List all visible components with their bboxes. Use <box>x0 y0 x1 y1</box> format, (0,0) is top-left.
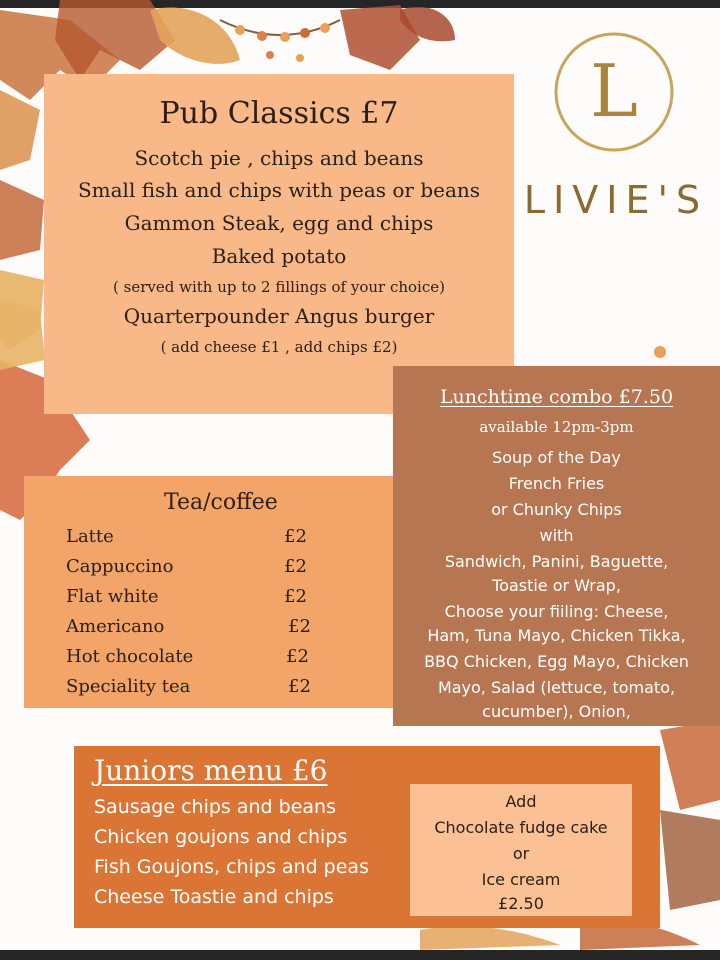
combo-line: Sandwich, Panini, Baguette, <box>444 552 669 571</box>
drink-price: £2 <box>284 586 307 607</box>
drink-price: £2 <box>284 556 307 577</box>
dessert-line: Ice cream <box>481 870 561 889</box>
drink-price: £2 <box>288 676 311 697</box>
drink-price: £2 <box>288 616 311 637</box>
livies-logo <box>512 22 720 222</box>
combo-line: with <box>539 526 574 545</box>
drink-name: Hot chocolate <box>66 646 194 667</box>
menu-item: Chicken goujons and chips <box>94 826 348 848</box>
drink-name: Flat white <box>66 586 159 607</box>
pub-classics-section <box>44 74 514 414</box>
dessert-line: Add <box>505 792 537 811</box>
dessert-price: £2.50 <box>498 894 544 913</box>
juniors-menu-section <box>74 746 660 928</box>
menu-item-note: ( served with up to 2 fillings of your choice) <box>113 278 445 296</box>
menu-item: Quarterpounder Angus burger <box>123 304 435 328</box>
drink-price: £2 <box>284 526 307 547</box>
combo-line: Toastie or Wrap, <box>492 576 621 595</box>
combo-line: Ham, Tuna Mayo, Chicken Tikka, <box>427 626 686 645</box>
menu-item: Baked potato <box>211 244 347 268</box>
drink-name: Americano <box>66 616 165 637</box>
svg-text:L: L <box>590 49 638 133</box>
combo-line: BBQ Chicken, Egg Mayo, Chicken <box>424 652 689 671</box>
drink-price: £2 <box>286 646 309 667</box>
berry-icon <box>654 346 666 358</box>
menu-item: Small fish and chips with peas or beans <box>77 178 481 202</box>
drink-name: Cappuccino <box>66 556 174 577</box>
combo-line: cucumber), Onion, <box>482 702 631 721</box>
combo-line: Choose your fiiling: Cheese, <box>444 602 669 621</box>
menu-item-note: ( add cheese £1 , add chips £2) <box>160 338 398 356</box>
drink-name: Latte <box>66 526 114 547</box>
lunchtime-combo-title: Lunchtime combo £7.50 <box>439 386 674 408</box>
combo-line: French Fries <box>508 474 605 493</box>
menu-item: Sausage chips and beans <box>94 796 336 818</box>
menu-item: Gammon Steak, egg and chips <box>124 211 434 235</box>
bottom-border <box>0 950 720 960</box>
dessert-line: Chocolate fudge cake <box>434 818 608 837</box>
combo-line: or Chunky Chips <box>491 500 622 519</box>
menu-item: Cheese Toastie and chips <box>94 886 334 908</box>
menu-item: Fish Goujons, chips and peas <box>94 856 369 878</box>
dessert-line: or <box>512 844 530 863</box>
menu-item: Scotch pie , chips and beans <box>134 146 424 170</box>
tea-coffee-title: Tea/coffee <box>164 490 278 515</box>
leaf-cluster-top-right-icon <box>340 5 455 70</box>
lunchtime-availability: available 12pm-3pm <box>479 418 634 436</box>
combo-line: Mayo, Salad (lettuce, tomato, <box>437 678 676 697</box>
brand-name: LIVIE'S <box>523 178 709 222</box>
logo-circle-icon <box>552 30 676 154</box>
juniors-menu-title: Juniors menu £6 <box>94 754 328 787</box>
tea-coffee-section <box>24 476 396 708</box>
pub-classics-title: Pub Classics £7 <box>159 96 399 131</box>
lunchtime-combo-section <box>393 366 720 726</box>
dessert-addon-box <box>410 784 632 916</box>
combo-line: Soup of the Day <box>492 448 621 467</box>
drink-name: Speciality tea <box>66 676 191 697</box>
